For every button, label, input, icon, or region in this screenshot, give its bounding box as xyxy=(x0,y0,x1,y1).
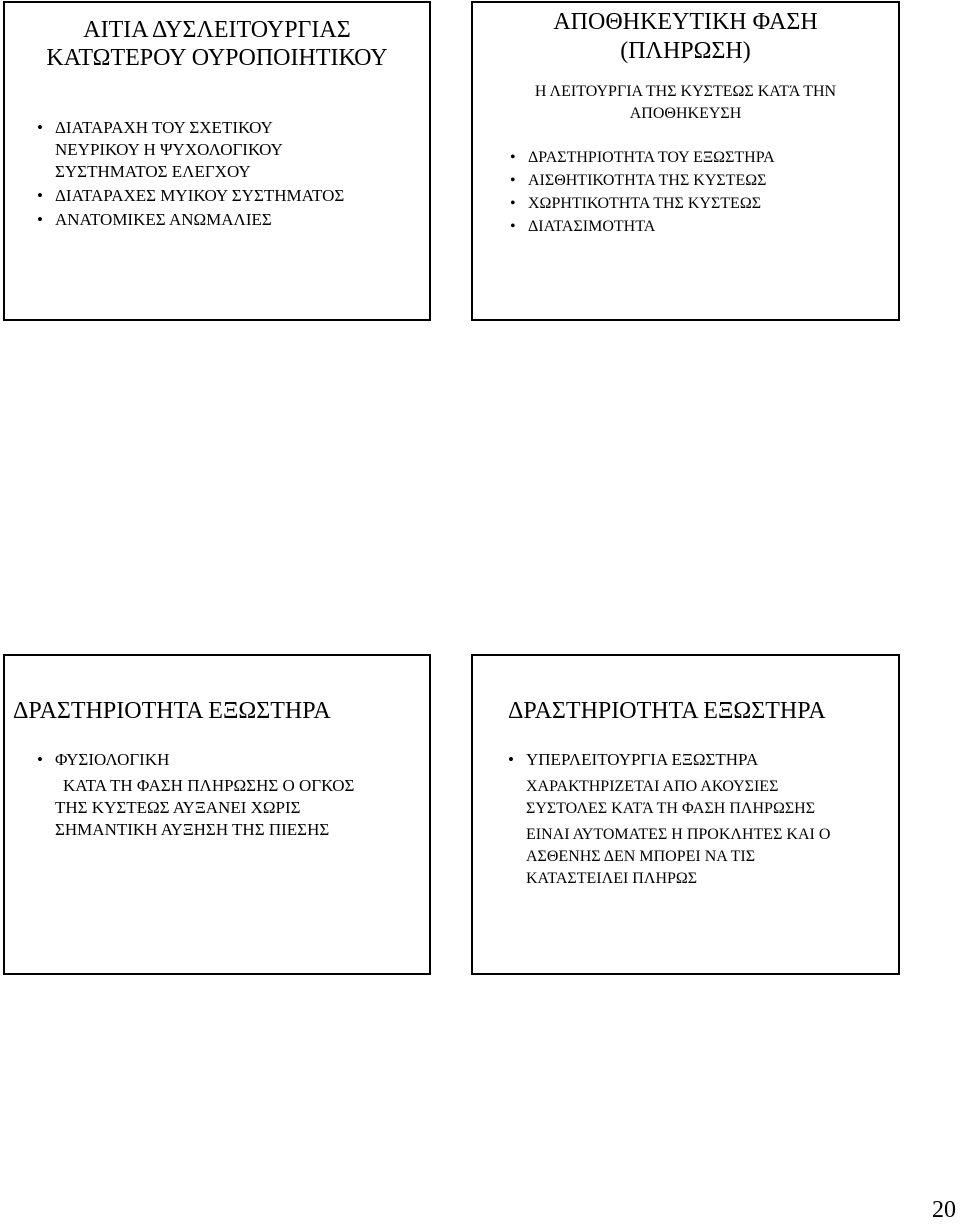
bullet-text: ΔΙΑΤΑΡΑΧΕΣ ΜΥΙΚΟΥ ΣΥΣΤΗΜΑΤΟΣ xyxy=(55,186,345,205)
slide-4-sub-text-2 xyxy=(526,824,898,890)
slide-3 xyxy=(3,654,431,975)
slide-4 xyxy=(471,654,900,975)
sub-line: ΤΗΣ ΚΥΣΤΕΩΣ ΑΥΞΑΝΕΙ ΧΩΡΙΣ xyxy=(55,798,301,817)
slide-2 xyxy=(471,1,900,321)
slide-2-bullet-list xyxy=(510,147,898,238)
sub-line: ΚΑΤΑ ΤΗ ΦΑΣΗ ΠΛΗΡΩΣΗΣ Ο ΟΓΚΟΣ xyxy=(63,776,355,795)
page-number: 20 xyxy=(932,1197,956,1223)
bullet-text: ΥΠΕΡΛΕΙΤΟΥΡΓΙΑ ΕΞΩΣΤΗΡΑ xyxy=(526,750,759,769)
bullet-icon: • xyxy=(37,210,43,229)
bullet-text: ΔΙΑΤΑΣΙΜΟΤΗΤΑ xyxy=(528,218,656,235)
bullet-icon: • xyxy=(508,750,514,769)
slide-4-bullet-list xyxy=(508,749,898,771)
bullet-text: ΧΩΡΗΤΙΚΟΤΗΤΑ ΤΗΣ ΚΥΣΤΕΩΣ xyxy=(528,195,762,212)
list-item xyxy=(37,185,429,207)
slide-4-sub-text-1 xyxy=(526,776,898,820)
slide-1-bullet-list xyxy=(37,117,429,231)
bullet-text: ΦΥΣΙΟΛΟΓΙΚΗ xyxy=(55,750,170,769)
bullet-text: ΑΝΑΤΟΜΙΚΕΣ ΑΝΩΜΑΛΙΕΣ xyxy=(55,210,272,229)
slide-3-title: ΔΡΑΣΤΗΡΙΟΤΗΤΑ ΕΞΩΣΤΗΡΑ xyxy=(13,698,331,724)
sub-line: ΚΑΤΑΣΤΕΙΛΕΙ ΠΛΗΡΩΣ xyxy=(526,870,698,887)
sub-line: ΕΙΝΑΙ ΑΥΤΟΜΑΤΕΣ Η ΠΡΟΚΛΗΤΕΣ ΚΑΙ Ο xyxy=(526,826,831,843)
slide-1 xyxy=(3,1,431,321)
bullet-text: ΑΙΣΘΗΤΙΚΟΤΗΤΑ ΤΗΣ ΚΥΣΤΕΩΣ xyxy=(528,172,767,189)
sub-line: ΣΥΣΤΟΛΕΣ ΚΑΤΆ ΤΗ ΦΑΣΗ ΠΛΗΡΩΣΗΣ xyxy=(526,800,816,817)
slide-2-lead-text: Η ΛΕΙΤΟΥΡΓΙΑ ΤΗΣ ΚΥΣΤΕΩΣ ΚΑΤΆ ΤΗΝ ΑΠΟΘΗΚΕΥΣΗ xyxy=(534,83,837,122)
slide-3-bullet-list xyxy=(37,749,429,771)
list-item xyxy=(510,193,898,215)
list-item xyxy=(37,209,429,231)
slide-1-title: ΑΙΤΙΑ ΔΥΣΛΕΙΤΟΥΡΓΙΑΣ ΚΑΤΩΤΕΡΟΥ ΟΥΡΟΠΟΙΗΤΙΚΟΥ xyxy=(46,17,388,71)
slide-3-sub-text xyxy=(55,775,429,841)
sub-line: ΧΑΡΑΚΤΗΡΙΖΕΤΑΙ ΑΠΟ ΑΚΟΥΣΙΕΣ xyxy=(526,778,779,795)
slide-4-title: ΔΡΑΣΤΗΡΙΟΤΗΤΑ ΕΞΩΣΤΗΡΑ xyxy=(508,698,826,724)
bullet-text: ΔΙΑΤΑΡΑΧΗ ΤΟΥ ΣΧΕΤΙΚΟΥ ΝΕΥΡΙΚΟΥ Η ΨΥΧΟΛΟΓΙΚΟΥ ΣΥΣΤΗΜΑΤΟΣ ΕΛΕΓΧΟΥ xyxy=(55,118,283,181)
bullet-icon: • xyxy=(510,172,516,189)
bullet-text: ΔΡΑΣΤΗΡΙΟΤΗΤΑ ΤΟΥ ΕΞΩΣΤΗΡΑ xyxy=(528,149,775,166)
list-item xyxy=(508,749,898,771)
slide-2-title: ΑΠΟΘΗΚΕΥΤΙΚΗ ΦΑΣΗ (ΠΛΗΡΩΣΗ) xyxy=(553,9,818,64)
sub-line: ΑΣΘΕΝΗΣ ΔΕΝ ΜΠΟΡΕΙ ΝΑ ΤΙΣ xyxy=(526,848,756,865)
list-item xyxy=(37,117,315,183)
bullet-icon: • xyxy=(37,750,43,769)
bullet-icon: • xyxy=(37,118,43,137)
sub-line: ΣΗΜΑΝΤΙΚΗ ΑΥΞΗΣΗ ΤΗΣ ΠΙΕΣΗΣ xyxy=(55,820,330,839)
bullet-icon: • xyxy=(510,149,516,166)
list-item xyxy=(37,749,429,771)
bullet-icon: • xyxy=(510,218,516,235)
list-item xyxy=(510,216,898,238)
list-item xyxy=(510,170,898,192)
bullet-icon: • xyxy=(37,186,43,205)
list-item xyxy=(510,147,898,169)
bullet-icon: • xyxy=(510,195,516,212)
